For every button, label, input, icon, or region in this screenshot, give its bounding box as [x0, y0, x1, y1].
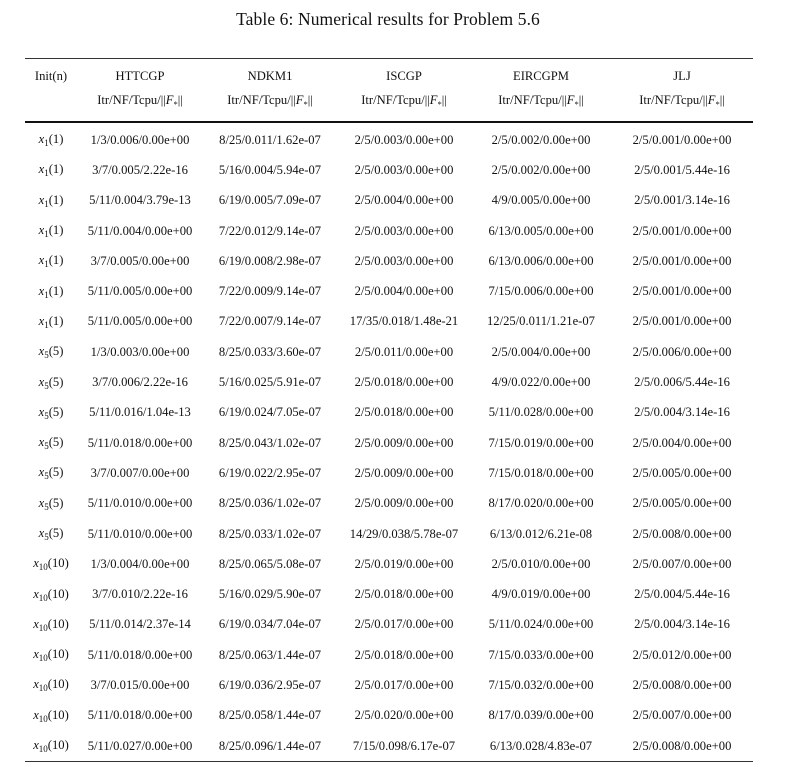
init-var: x: [33, 707, 39, 722]
init-arg: (10): [47, 616, 69, 631]
table-row: [25, 549, 753, 579]
results-table: [25, 58, 753, 762]
init-sub: 5: [44, 350, 49, 361]
result-cell: 6/19/0.022/2.95e-07: [218, 465, 322, 480]
init-sub: 10: [38, 713, 48, 724]
subheader-metrics: [77, 93, 203, 122]
result-cell: 5/11/0.027/0.00e+00: [77, 731, 203, 762]
init-var: x: [38, 495, 45, 510]
init-sub: 5: [44, 532, 49, 542]
subheader-var: F: [429, 93, 438, 107]
result-cell: 2/5/0.001/0.00e+00: [632, 284, 732, 299]
init-cell: [25, 276, 77, 306]
table-caption: Table 6: Numerical results for Problem 5.6: [236, 9, 540, 29]
result-cell: 2/5/0.017/0.00e+00: [354, 677, 454, 692]
result-cell: 8/25/0.033/3.60e-07: [218, 344, 322, 359]
subheader-metrics: [337, 93, 471, 122]
result-cell: 1/3/0.003/0.00e+00: [90, 344, 190, 359]
init-arg: (1): [48, 283, 64, 298]
subheader-suffix: ||: [578, 93, 584, 107]
col-header-jlj: JLJ: [611, 59, 753, 94]
result-cell: 2/5/0.003/0.00e+00: [354, 132, 454, 147]
result-cell: 6/19/0.008/2.98e-07: [218, 253, 322, 268]
result-cell: 8/17/0.020/0.00e+00: [488, 496, 594, 511]
init-cell: [25, 731, 77, 762]
init-cell: [25, 670, 77, 700]
result-cell: 2/5/0.004/3.14e-16: [634, 617, 730, 632]
result-cell: 5/11/0.018/0.00e+00: [87, 647, 193, 662]
result-cell: 2/5/0.020/0.00e+00: [354, 708, 454, 723]
result-cell: 5/16/0.004/5.94e-07: [218, 162, 322, 177]
table-row: [25, 640, 753, 670]
subheader-row: [25, 93, 753, 122]
result-cell: 2/5/0.004/0.00e+00: [354, 193, 454, 208]
result-cell: 8/25/0.065/5.08e-07: [218, 556, 322, 571]
init-var: x: [38, 313, 45, 328]
subheader-suffix: ||: [441, 93, 447, 107]
init-cell: [25, 489, 77, 519]
result-cell: 7/15/0.006/0.00e+00: [488, 284, 594, 299]
init-cell: [25, 610, 77, 640]
init-cell: [25, 579, 77, 609]
init-arg: (10): [47, 647, 69, 662]
table-row: [25, 731, 753, 762]
result-cell: 2/5/0.018/0.00e+00: [354, 405, 454, 420]
result-cell: 6/19/0.005/7.09e-07: [218, 193, 322, 208]
table-row: [25, 337, 753, 367]
init-arg: (5): [48, 495, 64, 510]
init-sub: 1: [44, 198, 49, 209]
result-cell: 2/5/0.009/0.00e+00: [354, 465, 454, 480]
result-cell: 5/11/0.004/3.79e-13: [89, 193, 191, 208]
init-var: x: [38, 404, 45, 419]
init-arg: (1): [48, 223, 64, 238]
table-row: [25, 155, 753, 185]
init-sub: 10: [38, 683, 48, 694]
result-cell: 2/5/0.004/0.00e+00: [632, 435, 732, 450]
result-cell: 2/5/0.001/0.00e+00: [632, 253, 732, 268]
init-arg: (1): [48, 162, 64, 177]
result-cell: 8/25/0.036/1.02e-07: [218, 496, 322, 511]
init-sub: 1: [44, 259, 49, 270]
result-cell: 5/11/0.024/0.00e+00: [488, 617, 594, 632]
init-var: x: [38, 162, 45, 177]
init-arg: (10): [47, 707, 69, 722]
init-arg: (5): [48, 526, 64, 540]
result-cell: 2/5/0.003/0.00e+00: [354, 253, 454, 268]
table-row: [25, 307, 753, 337]
subheader-sub: *: [173, 99, 178, 109]
result-cell: 5/11/0.016/1.04e-13: [89, 405, 191, 420]
init-cell: [25, 122, 77, 155]
result-cell: 8/25/0.043/1.02e-07: [218, 435, 322, 450]
init-var: x: [38, 435, 45, 450]
result-cell: 5/16/0.025/5.91e-07: [218, 375, 322, 390]
table-row: [25, 122, 753, 155]
init-var: x: [33, 586, 39, 601]
init-sub: 10: [38, 622, 48, 633]
result-cell: 5/11/0.018/0.00e+00: [87, 708, 193, 723]
col-header-ndkm1: NDKM1: [203, 59, 337, 94]
result-cell: 2/5/0.017/0.00e+00: [354, 617, 454, 632]
init-sub: 1: [44, 138, 49, 149]
table-row: [25, 610, 753, 640]
init-cell: [25, 307, 77, 337]
init-sub: 1: [44, 289, 49, 300]
table-row: [25, 670, 753, 700]
init-arg: (5): [48, 465, 64, 480]
result-cell: 14/29/0.038/5.78e-07: [349, 526, 459, 541]
init-cell: [25, 519, 77, 549]
init-cell: [25, 701, 77, 731]
result-cell: 5/11/0.028/0.00e+00: [488, 405, 594, 420]
header-row: [25, 59, 753, 94]
result-cell: 2/5/0.005/0.00e+00: [632, 465, 732, 480]
result-cell: 5/16/0.029/5.90e-07: [218, 587, 322, 602]
result-cell: 2/5/0.008/0.00e+00: [632, 677, 732, 692]
subheader-sub: *: [303, 99, 308, 109]
table-row: [25, 701, 753, 731]
result-cell: 2/5/0.003/0.00e+00: [354, 223, 454, 238]
init-var: x: [38, 283, 45, 298]
subheader-prefix: Itr/NF/Tcpu/||: [97, 93, 166, 107]
init-var: x: [38, 374, 45, 389]
init-sub: 10: [38, 653, 48, 664]
subheader-prefix: Itr/NF/Tcpu/||: [227, 93, 296, 107]
table-row: [25, 519, 753, 549]
result-cell: 2/5/0.012/0.00e+00: [632, 647, 732, 662]
init-sub: 10: [38, 562, 48, 573]
result-cell: 7/22/0.007/9.14e-07: [218, 314, 322, 329]
result-cell: 2/5/0.018/0.00e+00: [354, 375, 454, 390]
result-cell: 6/13/0.006/0.00e+00: [488, 253, 594, 268]
init-var: x: [33, 556, 39, 571]
init-sub: 5: [44, 501, 49, 512]
result-cell: 2/5/0.006/0.00e+00: [632, 344, 732, 359]
init-arg: (1): [48, 253, 64, 268]
result-cell: 2/5/0.005/0.00e+00: [632, 496, 732, 511]
result-cell: 2/5/0.009/0.00e+00: [354, 496, 454, 511]
result-cell: 2/5/0.018/0.00e+00: [354, 587, 454, 602]
result-cell: 2/5/0.001/3.14e-16: [634, 193, 730, 208]
init-sub: 5: [44, 471, 49, 482]
result-cell: 2/5/0.001/0.00e+00: [632, 132, 732, 147]
result-cell: 2/5/0.018/0.00e+00: [354, 647, 454, 662]
init-var: x: [38, 132, 45, 147]
result-cell: 2/5/0.001/0.00e+00: [632, 314, 732, 329]
result-cell: 2/5/0.006/5.44e-16: [634, 375, 730, 390]
table-row: [25, 489, 753, 519]
col-header-httcgp: HTTCGP: [77, 59, 203, 94]
subheader-suffix: ||: [307, 93, 313, 107]
result-cell: 2/5/0.019/0.00e+00: [354, 556, 454, 571]
init-arg: (10): [47, 556, 69, 571]
init-var: x: [33, 616, 39, 631]
init-arg: (5): [48, 404, 64, 419]
init-var: x: [38, 526, 45, 540]
result-cell: 3/7/0.007/0.00e+00: [90, 465, 190, 480]
subheader-prefix: Itr/NF/Tcpu/||: [361, 93, 430, 107]
result-cell: 6/19/0.036/2.95e-07: [218, 677, 322, 692]
table-row: [25, 367, 753, 397]
init-cell: [25, 367, 77, 397]
init-cell: [25, 186, 77, 216]
init-sub: 1: [44, 168, 49, 179]
init-arg: (5): [48, 374, 64, 389]
result-cell: 2/5/0.004/3.14e-16: [634, 405, 730, 420]
result-cell: 12/25/0.011/1.21e-07: [487, 314, 595, 329]
result-cell: 6/19/0.034/7.04e-07: [218, 617, 322, 632]
result-cell: 8/17/0.039/0.00e+00: [488, 708, 594, 723]
init-sub: 1: [44, 229, 49, 240]
result-cell: 8/25/0.058/1.44e-07: [218, 708, 322, 723]
subheader-suffix: ||: [719, 93, 725, 107]
init-cell: [25, 337, 77, 367]
result-cell: 6/13/0.005/0.00e+00: [488, 223, 594, 238]
result-cell: 8/25/0.011/1.62e-07: [219, 132, 321, 147]
init-arg: (10): [47, 586, 69, 601]
result-cell: 2/5/0.010/0.00e+00: [491, 556, 591, 571]
result-cell: 2/5/0.007/0.00e+00: [632, 708, 732, 723]
result-cell: 2/5/0.008/0.00e+00: [611, 731, 753, 762]
init-cell: [25, 428, 77, 458]
init-arg: (1): [48, 132, 64, 147]
result-cell: 17/35/0.018/1.48e-21: [349, 314, 459, 329]
result-cell: 1/3/0.006/0.00e+00: [90, 132, 190, 147]
result-cell: 7/15/0.019/0.00e+00: [488, 435, 594, 450]
subheader-sub: *: [715, 99, 720, 109]
result-cell: 3/7/0.015/0.00e+00: [90, 677, 190, 692]
table-row: [25, 246, 753, 276]
init-sub: 1: [44, 319, 49, 330]
init-var: x: [38, 344, 45, 359]
result-cell: 2/5/0.004/5.44e-16: [634, 587, 730, 602]
init-var: x: [38, 192, 45, 207]
init-arg: (5): [48, 344, 64, 359]
init-arg: (5): [48, 435, 64, 450]
init-var: x: [33, 738, 39, 753]
table-row: [25, 398, 753, 428]
result-cell: 7/22/0.012/9.14e-07: [218, 223, 322, 238]
result-cell: 3/7/0.010/2.22e-16: [92, 587, 188, 602]
init-sub: 10: [38, 744, 48, 755]
result-cell: 2/5/0.008/0.00e+00: [632, 526, 732, 541]
subheader-metrics: [611, 93, 753, 122]
result-cell: 4/9/0.005/0.00e+00: [491, 193, 591, 208]
subheader-var: F: [566, 93, 575, 107]
init-var: x: [38, 465, 45, 480]
init-sub: 5: [44, 441, 49, 452]
result-cell: 7/15/0.032/0.00e+00: [488, 677, 594, 692]
result-cell: 2/5/0.003/0.00e+00: [354, 162, 454, 177]
init-sub: 5: [44, 410, 49, 421]
result-cell: 2/5/0.004/0.00e+00: [491, 344, 591, 359]
subheader-sub: *: [574, 99, 579, 109]
result-cell: 6/19/0.024/7.05e-07: [218, 405, 322, 420]
results-body: [25, 122, 753, 762]
result-cell: 8/25/0.096/1.44e-07: [203, 731, 337, 762]
init-sub: 5: [44, 380, 49, 391]
result-cell: 2/5/0.001/5.44e-16: [634, 162, 730, 177]
subheader-var: F: [707, 93, 716, 107]
result-cell: 4/9/0.022/0.00e+00: [491, 375, 591, 390]
init-var: x: [38, 223, 45, 238]
col-header-iscgp: ISCGP: [337, 59, 471, 94]
init-sub: 10: [38, 592, 48, 603]
result-cell: 6/13/0.012/6.21e-08: [489, 526, 593, 541]
result-cell: 5/11/0.005/0.00e+00: [87, 284, 193, 299]
table-row: [25, 186, 753, 216]
table-row: [25, 216, 753, 246]
result-cell: 1/3/0.004/0.00e+00: [90, 556, 190, 571]
subheader-prefix: Itr/NF/Tcpu/||: [639, 93, 708, 107]
result-cell: 7/15/0.098/6.17e-07: [337, 731, 471, 762]
table-row: [25, 276, 753, 306]
result-cell: 2/5/0.007/0.00e+00: [632, 556, 732, 571]
init-var: x: [33, 677, 39, 692]
result-cell: 7/22/0.009/9.14e-07: [218, 284, 322, 299]
subheader-prefix: Itr/NF/Tcpu/||: [498, 93, 567, 107]
result-cell: 2/5/0.009/0.00e+00: [354, 435, 454, 450]
result-cell: 3/7/0.006/2.22e-16: [92, 375, 188, 390]
init-cell: [25, 458, 77, 488]
init-cell: [25, 246, 77, 276]
result-cell: 2/5/0.001/0.00e+00: [632, 223, 732, 238]
subheader-var: F: [295, 93, 304, 107]
result-cell: 8/25/0.063/1.44e-07: [218, 647, 322, 662]
init-var: x: [38, 253, 45, 268]
result-cell: 5/11/0.004/0.00e+00: [87, 223, 193, 238]
result-cell: 2/5/0.011/0.00e+00: [354, 344, 454, 359]
init-cell: [25, 398, 77, 428]
table-row: [25, 458, 753, 488]
result-cell: 3/7/0.005/0.00e+00: [90, 253, 190, 268]
init-cell: [25, 216, 77, 246]
init-arg: (10): [47, 738, 69, 753]
subheader-sub: *: [437, 99, 442, 109]
subheader-empty: [25, 93, 77, 122]
result-cell: 7/15/0.018/0.00e+00: [488, 465, 594, 480]
subheader-suffix: ||: [177, 93, 183, 107]
init-arg: (1): [48, 192, 64, 207]
result-cell: 5/11/0.005/0.00e+00: [87, 314, 193, 329]
result-cell: 5/11/0.010/0.00e+00: [87, 526, 193, 541]
result-cell: 8/25/0.033/1.02e-07: [218, 526, 322, 541]
result-cell: 6/13/0.028/4.83e-07: [471, 731, 611, 762]
init-arg: (1): [48, 313, 64, 328]
result-cell: 4/9/0.019/0.00e+00: [491, 587, 591, 602]
result-cell: 5/11/0.018/0.00e+00: [87, 435, 193, 450]
result-cell: 2/5/0.002/0.00e+00: [491, 132, 591, 147]
init-var: x: [33, 647, 39, 662]
init-cell: [25, 155, 77, 185]
result-cell: 5/11/0.014/2.37e-14: [89, 617, 191, 632]
result-cell: 5/11/0.010/0.00e+00: [87, 496, 193, 511]
result-cell: 2/5/0.002/0.00e+00: [491, 162, 591, 177]
subheader-metrics: [203, 93, 337, 122]
result-cell: 7/15/0.033/0.00e+00: [488, 647, 594, 662]
init-cell: [25, 549, 77, 579]
result-cell: 2/5/0.004/0.00e+00: [354, 284, 454, 299]
table-row: [25, 579, 753, 609]
table-row: [25, 428, 753, 458]
init-cell: [25, 640, 77, 670]
init-arg: (10): [47, 677, 69, 692]
col-header-init: Init(n): [25, 59, 77, 94]
col-header-eircgpm: EIRCGPM: [471, 59, 611, 94]
subheader-metrics: [471, 93, 611, 122]
subheader-var: F: [165, 93, 174, 107]
result-cell: 3/7/0.005/2.22e-16: [92, 162, 188, 177]
